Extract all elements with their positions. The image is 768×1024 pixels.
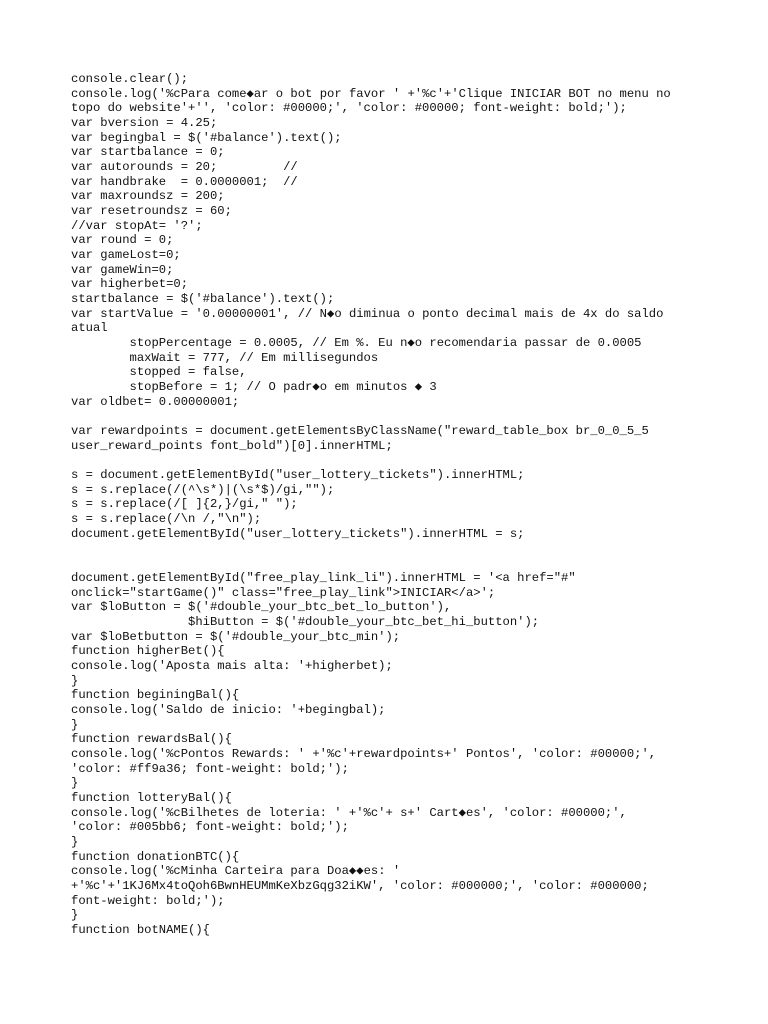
code-line: +'%c'+'1KJ6Mx4toQoh6BwnHEUMmKeXbzGqg32iKW', 'color: #000000;', 'color: #000000;	[71, 878, 649, 893]
code-line: console.log('%cPara come◆ar o bot por favor ' +'%c'+'Clique INICIAR BOT no menu no	[71, 86, 671, 101]
code-line: function botNAME(){	[71, 922, 210, 937]
code-line: maxWait = 777, // Em millisegundos	[71, 350, 379, 365]
code-line: var startbalance = 0;	[71, 145, 225, 160]
code-line	[71, 556, 711, 571]
code-line: var handbrake = 0.0000001; //	[71, 174, 298, 189]
code-line: font-weight: bold;');	[71, 893, 225, 908]
code-line: 'color: #005bb6; font-weight: bold;');	[71, 820, 349, 835]
code-line: console.log('Aposta mais alta: '+higherbet);	[71, 658, 393, 673]
code-line: console.log('%cMinha Carteira para Doa◆◆es: '	[71, 864, 401, 879]
code-line: document.getElementById("user_lottery_tickets").innerHTML = s;	[71, 526, 525, 541]
code-line: //var stopAt= '?';	[71, 218, 203, 233]
code-line: atual	[71, 321, 108, 336]
code-line: stopped = false,	[71, 365, 247, 380]
code-line	[71, 453, 711, 468]
code-line: function beginingBal(){	[71, 688, 240, 703]
code-line: $hiButton = $('#double_your_btc_bet_hi_button');	[71, 614, 540, 629]
code-line: s = s.replace(/[ ]{2,}/gi," ");	[71, 497, 298, 512]
code-line	[71, 409, 711, 424]
code-line: onclick="startGame()" class="free_play_link">INICIAR</a>';	[71, 585, 496, 600]
code-line: console.log('Saldo de inicio: '+begingbal);	[71, 702, 386, 717]
code-line: console.log('%cBilhetes de loteria: ' +'%c'+ s+' Cart◆es', 'color: #00000;',	[71, 805, 627, 820]
code-line: var round = 0;	[71, 233, 174, 248]
code-line: var autorounds = 20; //	[71, 160, 298, 175]
code-line: stopPercentage = 0.0005, // Em %. Eu n◆o recomendaria passar de 0.0005	[71, 336, 642, 351]
code-line: var gameWin=0;	[71, 262, 174, 277]
code-line: s = s.replace(/(^\s*)|(\s*$)/gi,"");	[71, 482, 335, 497]
code-line: }	[71, 673, 79, 688]
code-line: }	[71, 776, 79, 791]
code-line: s = s.replace(/\n /,"\n");	[71, 512, 262, 527]
code-line: }	[71, 834, 79, 849]
code-line	[71, 542, 711, 557]
code-line: var $loBetbutton = $('#double_your_btc_min');	[71, 629, 401, 644]
code-line: var bversion = 4.25;	[71, 116, 218, 131]
code-line: document.getElementById("free_play_link_li").innerHTML = '<a href="#"	[71, 570, 576, 585]
code-line: }	[71, 908, 79, 923]
code-line: function lotteryBal(){	[71, 790, 232, 805]
code-line: var begingbal = $('#balance').text();	[71, 130, 342, 145]
code-line: var startValue = '0.00000001', // N◆o diminua o ponto decimal mais de 4x do saldo	[71, 306, 664, 321]
code-line: function donationBTC(){	[71, 849, 240, 864]
code-line: stopBefore = 1; // O padr◆o em minutos ◆ 3	[71, 380, 437, 395]
code-listing	[71, 72, 711, 938]
code-line: console.log('%cPontos Rewards: ' +'%c'+rewardpoints+' Pontos', 'color: #00000;',	[71, 746, 657, 761]
code-line: }	[71, 717, 79, 732]
code-line: function rewardsBal(){	[71, 732, 232, 747]
code-line: user_reward_points font_bold")[0].innerHTML;	[71, 438, 393, 453]
code-line: var higherbet=0;	[71, 277, 189, 292]
code-line: s = document.getElementById("user_lottery_tickets").innerHTML;	[71, 468, 525, 483]
code-line: startbalance = $('#balance').text();	[71, 292, 335, 307]
code-line: var gameLost=0;	[71, 248, 181, 263]
code-line: var resetroundsz = 60;	[71, 204, 232, 219]
code-line: 'color: #ff9a36; font-weight: bold;');	[71, 761, 349, 776]
code-line: var oldbet= 0.00000001;	[71, 394, 240, 409]
code-line: var rewardpoints = document.getElementsByClassName("reward_table_box br_0_0_5_5	[71, 424, 649, 439]
code-line: var $loButton = $('#double_your_btc_bet_lo_button'),	[71, 600, 452, 615]
code-line: function higherBet(){	[71, 644, 225, 659]
code-line: topo do website'+'', 'color: #00000;', 'color: #00000; font-weight: bold;');	[71, 101, 627, 116]
code-line: var maxroundsz = 200;	[71, 189, 225, 204]
code-line: console.clear();	[71, 72, 189, 86]
